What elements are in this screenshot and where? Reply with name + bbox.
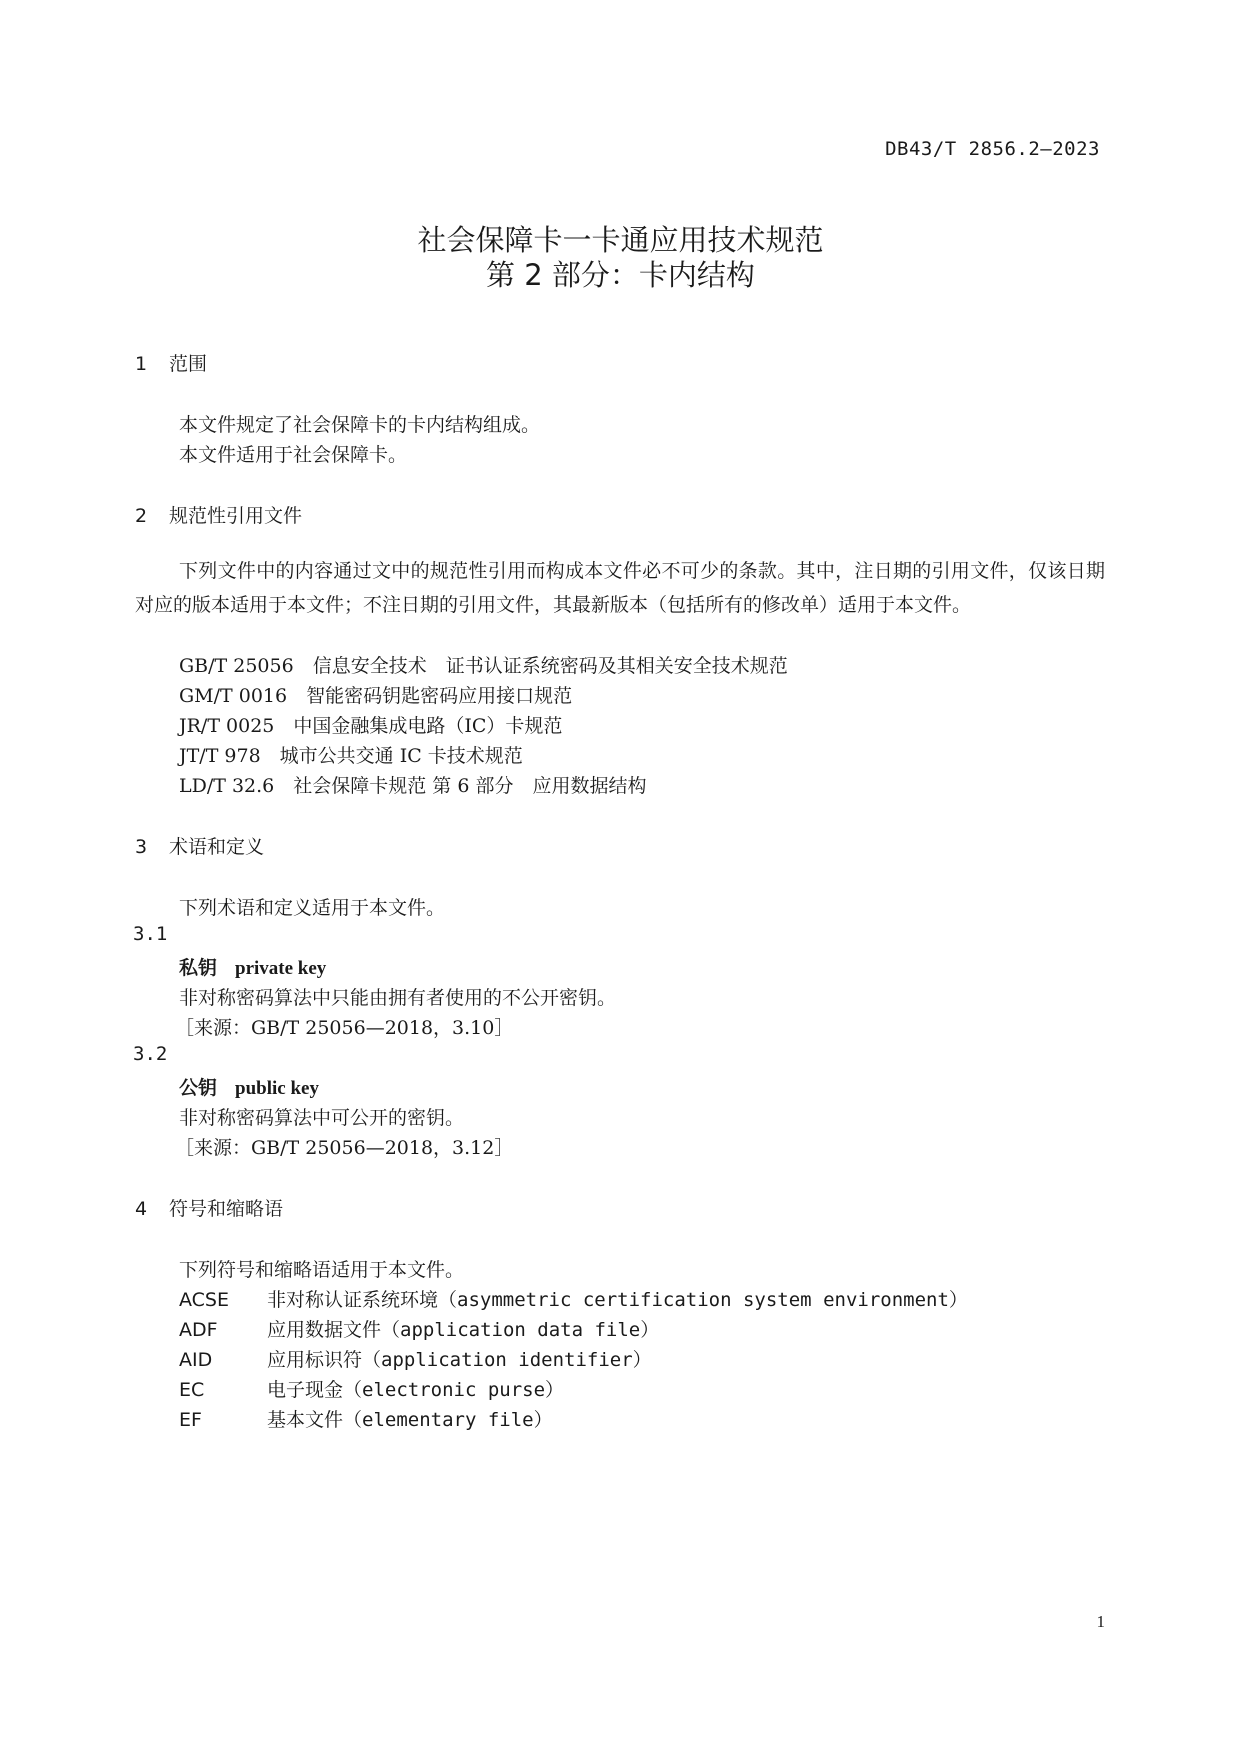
section-number: 4 [135,1198,148,1220]
standard-code: DB43/T 2856.2—2023 [885,138,1100,160]
abbreviation-zh: 基本文件 [267,1409,344,1431]
term-name [179,953,326,980]
reference-item: JT/T 978 城市公共交通 IC 卡技术规范 [179,745,523,767]
abbreviation-row [179,1405,553,1432]
abbreviation-en: （elementary file） [343,1409,553,1431]
reference-item: LD/T 32.6 社会保障卡规范 第 6 部分 应用数据结构 [179,775,647,797]
abbreviation-en: （electronic purse） [343,1379,565,1401]
abbreviation-en: （asymmetric certification system environment） [438,1289,968,1311]
abbreviation-zh: 非对称认证系统环境 [267,1289,439,1311]
section-number: 1 [135,353,148,375]
abbreviation-code: EF [179,1409,202,1431]
abbreviation-zh: 应用标识符 [267,1349,363,1371]
term-number: 3.1 [133,923,168,945]
section-title: 范围 [169,353,208,375]
abbreviation-zh: 电子现金 [267,1379,344,1401]
term-name [179,1073,319,1100]
document-title: 社会保障卡一卡通应用技术规范 [417,223,824,257]
term-number: 3.2 [133,1043,168,1065]
reference-item: GM/T 0016 智能密码钥匙密码应用接口规范 [179,685,573,707]
abbreviation-row [179,1315,659,1342]
paragraph: 本文件适用于社会保障卡。 [179,444,408,466]
term-definition: 非对称密码算法中只能由拥有者使用的不公开密钥。 [179,987,617,1009]
paragraph: 下列符号和缩略语适用于本文件。 [179,1259,465,1281]
term-en: public key [235,1078,319,1099]
term-definition: 非对称密码算法中可公开的密钥。 [179,1107,465,1129]
abbreviation-code: ACSE [179,1289,229,1311]
references-intro-paragraph: 下列文件中的内容通过文中的规范性引用而构成本文件必不可少的条款。其中，注日期的引用文件，仅该日期对应的版本适用于本文件；不注日期的引用文件，其最新版本（包括所有的修改单）适用于本文件。 [135,560,1105,616]
abbreviation-row [179,1375,564,1402]
paragraph: 本文件规定了社会保障卡的卡内结构组成。 [179,414,541,436]
abbreviation-en: （application identifier） [362,1349,652,1371]
document-subtitle: 第 2 部分：卡内结构 [486,258,755,292]
abbreviation-row [179,1285,968,1312]
term-source: ［来源：GB/T 25056—2018，3.12］ [175,1137,514,1159]
section-title: 术语和定义 [169,836,265,858]
reference-item: GB/T 25056 信息安全技术 证书认证系统密码及其相关安全技术规范 [179,655,788,677]
abbreviation-code: ADF [179,1319,218,1341]
section-number: 3 [135,836,148,858]
section-heading-terms [135,832,264,859]
section-title: 规范性引用文件 [169,505,303,527]
reference-item: JR/T 0025 中国金融集成电路（IC）卡规范 [179,715,563,737]
page-number: 1 [1096,1612,1105,1631]
abbreviation-en: （application data file） [381,1319,660,1341]
section-heading-abbreviations [135,1194,283,1221]
abbreviation-zh: 应用数据文件 [267,1319,382,1341]
term-zh: 私钥 [179,957,218,979]
abbreviation-code: AID [179,1349,213,1371]
abbreviation-row [179,1345,652,1372]
term-en: private key [235,958,327,979]
term-source: ［来源：GB/T 25056—2018，3.10］ [175,1017,514,1039]
abbreviation-code: EC [179,1379,205,1401]
term-zh: 公钥 [179,1077,218,1099]
section-title: 符号和缩略语 [169,1198,284,1220]
paragraph: 下列术语和定义适用于本文件。 [179,897,446,919]
section-number: 2 [135,505,148,527]
section-heading-scope [135,349,207,376]
section-heading-normative-references [135,501,302,528]
